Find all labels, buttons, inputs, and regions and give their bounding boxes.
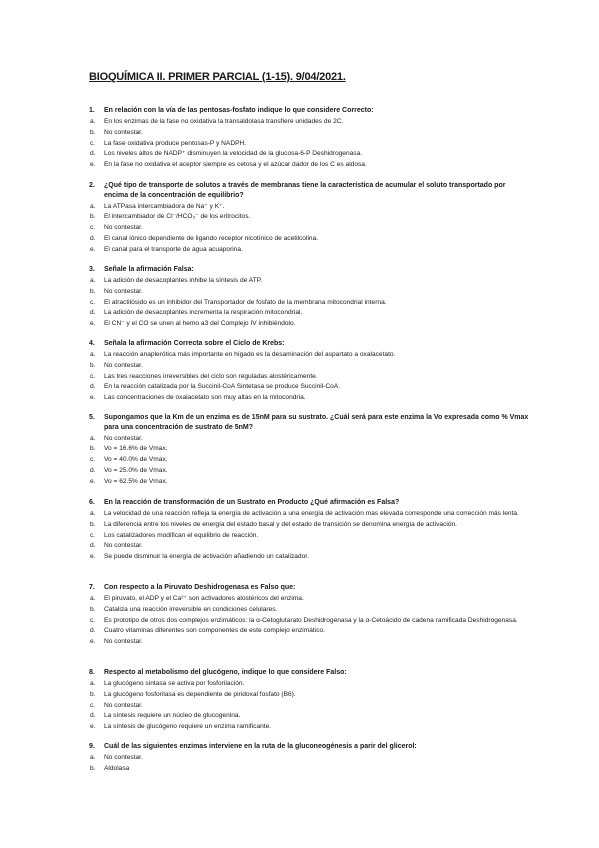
- option: [89, 372, 529, 383]
- option-letter: e.: [90, 477, 96, 485]
- question-text: En relación con la vía de las pentosas-fosfato indique lo que considere Correcto:: [104, 107, 374, 114]
- option-letter: b.: [90, 213, 96, 221]
- option-text: La adición de desacoplantes incrementa la respiración mitocondrial.: [104, 309, 303, 317]
- option: [89, 202, 529, 213]
- option: [89, 245, 529, 256]
- option-text: Los catalizadores modifican el equilibrio de reacción.: [104, 531, 259, 539]
- option-letter: a.: [90, 202, 96, 210]
- option-text: No contestar.: [104, 638, 143, 646]
- question-text: Señala la afirmación Correcta sobre el Ciclo de Krebs:: [104, 340, 285, 347]
- option-letter: e.: [90, 723, 96, 731]
- option: [89, 509, 529, 520]
- option-text: En la reacción catalizada por la Succinil-CoA Sintetasa se produce Succinil-CoA.: [104, 383, 341, 391]
- option-letter: d.: [90, 712, 96, 720]
- option: [89, 287, 529, 298]
- option-letter: a.: [90, 680, 96, 687]
- option-text: En la fase no oxidativa el aceptor siempre es cetosa y el azúcar dador de los C es aldosa.: [104, 161, 367, 169]
- question-text: En la reacción de transformación de un Sustrato en Producto ¿Qué afirmación es Falsa?: [104, 499, 400, 506]
- option: [89, 552, 529, 563]
- option-text: La glucógeno fosforilasa es dependiente de piridoxal fosfato (B6).: [104, 690, 296, 698]
- question-3: [89, 265, 529, 330]
- option-text: La fase oxidativa produce pentosas-P y NADPH.: [104, 139, 247, 147]
- option-text: La ATPasa intercambiadora de Na⁺ y K⁺.: [104, 202, 225, 210]
- option: [89, 160, 529, 171]
- option: [89, 276, 529, 287]
- option: [89, 319, 529, 330]
- option-letter: e.: [90, 638, 96, 646]
- option-text: Cuatro vitaminas diferentes son componentes de este complejo enzimático.: [104, 627, 326, 635]
- option-letter: d.: [90, 150, 96, 158]
- option: [89, 626, 529, 637]
- option-text: Es prototipo de otros dos complejos enzimáticos: la α-Cetoglutarato Deshidrogenasa y la α-Cetoácido de cadena ramificada Deshidrogenasa.: [104, 616, 518, 624]
- option-text: El canal para el transporte de agua acuaporina.: [104, 245, 243, 253]
- option-letter: e.: [90, 245, 96, 253]
- question-text: Señale la afirmación Falsa:: [104, 266, 194, 273]
- option-letter: a.: [90, 754, 96, 761]
- page-title: BIOQUÍMICA II. PRIMER PARCIAL (1-15). 9/04/2021.: [89, 71, 346, 83]
- option-text: La diferencia entre los niveles de energía del estado basal y del estado de transición se denomina energía de activación.: [104, 520, 457, 528]
- option: [89, 594, 529, 605]
- question-number: 1.: [89, 107, 95, 114]
- option-letter: d.: [90, 466, 96, 474]
- question-text: Supongamos que la Km de un enzima es de 15nM para su sustrato. ¿Cuál será para este enzima la Vo expresada como % Vmax para una concentración de sustrato de 5nM?: [104, 414, 529, 431]
- question-text: Con respecto a la Piruvato Deshidrogenasa es Falso que:: [104, 584, 296, 591]
- question-6: [89, 498, 529, 563]
- option-letter: e.: [90, 161, 96, 169]
- option-text: No contestar.: [104, 434, 143, 442]
- option-letter: b.: [90, 520, 96, 528]
- question-text: Cuál de las siguientes enzimas interviene en la ruta de la gluconeogénesis a parir del glicerol:: [104, 743, 417, 750]
- option-letter: d.: [90, 627, 96, 635]
- option-letter: a.: [90, 434, 96, 442]
- option-text: La reacción anaplerótica más importante en hígado es la desaminación del aspartato a oxalacetato.: [104, 351, 396, 358]
- option: [89, 234, 529, 245]
- option-letter: b.: [90, 287, 96, 295]
- question-number: 8.: [89, 669, 95, 676]
- option: [89, 753, 529, 764]
- option: [89, 149, 529, 160]
- question-7: [89, 583, 529, 648]
- option-letter: c.: [90, 139, 96, 147]
- option-letter: a.: [90, 118, 96, 125]
- option: [89, 298, 529, 309]
- question-number: 6.: [89, 499, 95, 506]
- option-text: No contestar.: [104, 224, 143, 232]
- option-text: El canal iónico dependiente de ligando receptor nicotínico de acetilcolina.: [104, 234, 319, 242]
- question-9: [89, 742, 529, 775]
- option: [89, 466, 529, 477]
- option-text: La síntesis requiere un núcleo de glucogenina.: [104, 712, 241, 720]
- option: [89, 117, 529, 128]
- option-letter: c.: [90, 456, 96, 464]
- option-text: Los niveles altos de NADP⁺ disminuyen la velocidad de la glucosa-6-P Deshidrogenasa.: [104, 150, 363, 158]
- question-number: 3.: [89, 266, 95, 273]
- option: [89, 722, 529, 733]
- option-text: Vo = 16.6% de Vmax.: [104, 445, 168, 453]
- option-text: No contestar.: [104, 287, 143, 295]
- option-text: En los enzimas de la fase no oxidativa la transaldolasa transfiere unidades de 2C.: [104, 118, 344, 125]
- option-text: Vo = 62.5% de Vmax.: [104, 477, 168, 485]
- option-text: Las concentraciones de oxalacetato son muy altas en la mitocondria.: [104, 394, 306, 402]
- option-text: No contestar.: [104, 701, 143, 709]
- option-letter: a.: [90, 277, 96, 284]
- option-text: El atractilósido es un inhibidor del Transportador de fosfato de la membrana mitocondrial interna.: [104, 298, 387, 306]
- option-letter: c.: [90, 298, 96, 306]
- option-letter: b.: [90, 690, 96, 698]
- option: [89, 361, 529, 372]
- option-letter: d.: [90, 309, 96, 317]
- question-text: ¿Qué tipo de transporte de solutos a través de membranas tiene la característica de acumular el soluto transportado por encima de la concentración de equilibrio?: [104, 182, 506, 199]
- question-number: 9.: [89, 743, 95, 750]
- option-letter: a.: [90, 595, 96, 602]
- option: [89, 520, 529, 531]
- option-text: Cataliza una reacción irreversible en condiciones celulares.: [104, 605, 278, 613]
- option-text: El piruvato, el ADP y el Ca²⁺ son activadores alostéricos del enzima.: [104, 595, 304, 602]
- question-number: 4.: [89, 340, 95, 347]
- option: [89, 531, 529, 542]
- option-text: La síntesis de glucógeno requiere un enzima ramificante.: [104, 723, 272, 731]
- option: [89, 605, 529, 616]
- option-letter: e.: [90, 553, 96, 561]
- option: [89, 350, 529, 361]
- option-text: Las tres reacciones irreversibles del ciclo son reguladas alostéricamente.: [104, 372, 318, 380]
- option: [89, 541, 529, 552]
- option-text: Vo = 40.0% de Vmax.: [104, 456, 168, 464]
- option-text: El CN⁻ y el CO se unen al hemo a3 del Complejo IV inhibiéndolo.: [104, 320, 296, 328]
- option: [89, 444, 529, 455]
- question-1: [89, 106, 529, 171]
- option-letter: c.: [90, 701, 96, 709]
- option-letter: c.: [90, 224, 96, 232]
- option: [89, 382, 529, 393]
- question-8: [89, 668, 529, 733]
- option-text: Aldolasa: [104, 764, 130, 772]
- option: [89, 711, 529, 722]
- option-letter: b.: [90, 128, 96, 136]
- option-text: No contestar.: [104, 754, 143, 761]
- option-letter: c.: [90, 616, 96, 624]
- option-text: No contestar.: [104, 128, 143, 136]
- option-letter: a.: [90, 510, 96, 517]
- option: [89, 616, 529, 627]
- option: [89, 223, 529, 234]
- option-letter: a.: [90, 351, 96, 358]
- option-text: Se puede disminuir la energía de activación añadiendo un catalizador.: [104, 553, 309, 561]
- option: [89, 434, 529, 445]
- option: [89, 637, 529, 648]
- option: [89, 308, 529, 319]
- option-letter: d.: [90, 383, 96, 391]
- option-letter: c.: [90, 531, 96, 539]
- option: [89, 679, 529, 690]
- option-letter: d.: [90, 234, 96, 242]
- question-number: 5.: [89, 414, 95, 421]
- option: [89, 690, 529, 701]
- option: [89, 477, 529, 488]
- option-letter: b.: [90, 445, 96, 453]
- question-text: Respecto al metabolismo del glucógeno, indique lo que considere Falso:: [104, 669, 347, 676]
- option: [89, 701, 529, 712]
- option-letter: b.: [90, 361, 96, 369]
- option-text: No contestar.: [104, 542, 143, 550]
- option-text: No contestar.: [104, 361, 143, 369]
- option-letter: e.: [90, 394, 96, 402]
- option: [89, 764, 529, 775]
- option-letter: d.: [90, 542, 96, 550]
- option: [89, 393, 529, 404]
- question-4: [89, 339, 529, 404]
- option: [89, 212, 529, 223]
- option-letter: b.: [90, 605, 96, 613]
- option-text: Vo = 25.0% de Vmax.: [104, 466, 168, 474]
- option-letter: c.: [90, 372, 96, 380]
- question-5: [89, 413, 529, 487]
- question-number: 7.: [89, 584, 95, 591]
- option-text: La glucógeno sintasa se activa por fosforilación.: [104, 680, 245, 687]
- option-text: El intercambiador de Cl⁻/HCO₃⁻ de los eritrocitos.: [104, 213, 251, 221]
- question-2: [89, 181, 529, 255]
- option: [89, 139, 529, 150]
- option: [89, 455, 529, 466]
- question-number: 2.: [89, 182, 95, 189]
- option-text: La velocidad de una reacción refleja la energía de activación a una energía de activación mas elevada corresponde una corrección más lenta.: [104, 510, 519, 517]
- option-letter: b.: [90, 764, 96, 772]
- option: [89, 128, 529, 139]
- option-letter: e.: [90, 320, 96, 328]
- option-text: La adición de desacoplantes inhibe la síntesis de ATP.: [104, 277, 263, 284]
